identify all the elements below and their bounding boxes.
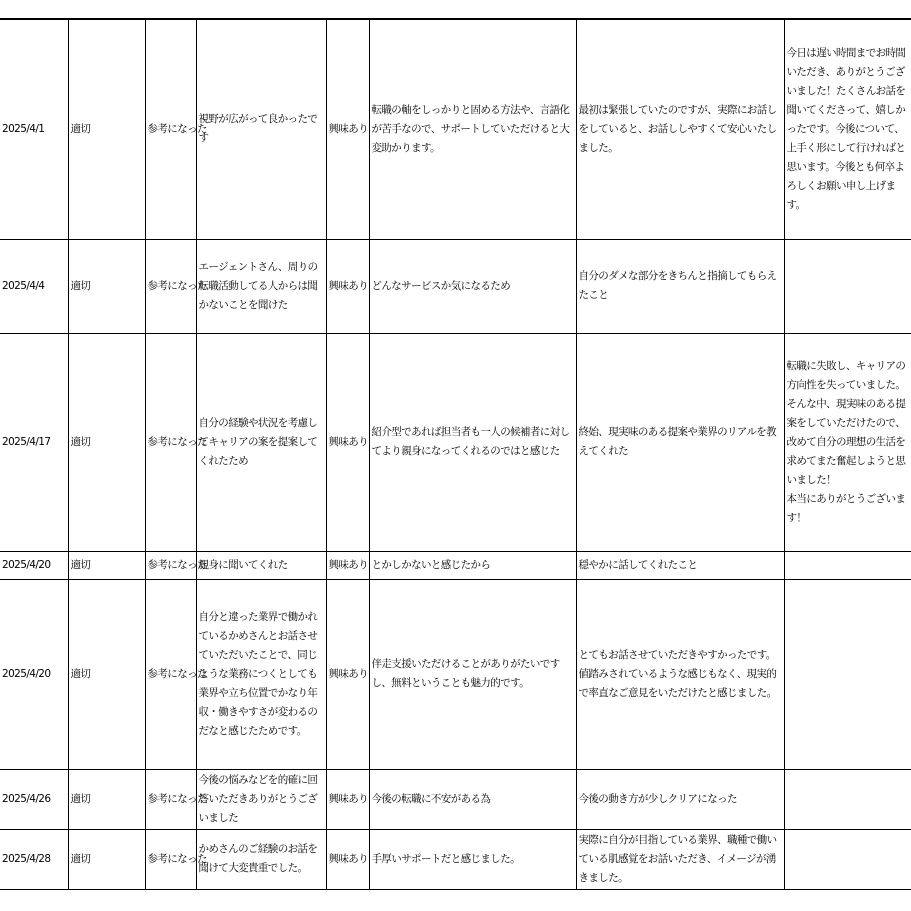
cell-good-point[interactable]: 自分のダメな部分をきちんと指摘してもらえたこと	[576, 239, 784, 333]
cell-interest[interactable]: 興味あり	[326, 333, 369, 551]
cell-date[interactable]: 2025/4/20	[0, 579, 68, 769]
cell-comment[interactable]	[784, 829, 911, 889]
cell-date[interactable]: 2025/4/28	[0, 829, 68, 889]
table-row	[0, 769, 911, 829]
cell-good-point[interactable]: 実際に自分が目指している業界、職種で働いている肌感覚をお話いただき、イメージが湧きました。	[576, 829, 784, 889]
cell-helpful[interactable]: 参考になった	[145, 239, 196, 333]
cell-rating[interactable]: 適切	[68, 19, 145, 239]
cell-impression[interactable]: 自分の経験や状況を考慮してキャリアの案を提案してくれたため	[196, 333, 326, 551]
table-row	[0, 579, 911, 769]
cell-helpful[interactable]: 参考になった	[145, 769, 196, 829]
cell-impression[interactable]: エージェントさん、周りの転職活動してる人からは聞かないことを聞けた	[196, 239, 326, 333]
cell-good-point[interactable]: 穏やかに話してくれたこと	[576, 551, 784, 579]
cell-impression[interactable]: かめさんのご経験のお話を聞けて大変貴重でした。	[196, 829, 326, 889]
cell-date[interactable]: 2025/4/1	[0, 19, 68, 239]
spreadsheet-view	[0, 18, 911, 890]
cell-comment[interactable]: 今日は遅い時間までお時間いただき、ありがとうございました！たくさんお話を聞いてくださって、嬉しかったです。今後について、上手く形にして行ければと思います。今後とも何卒よろしくお願い申し上げます。	[784, 19, 911, 239]
cell-comment[interactable]: 転職に失敗し、キャリアの方向性を失っていました。 そんな中、現実味のある提案をしていただけたので、改めて自分の理想の生活を求めてまた奮起しようと思いました！ 本当にありがとうございます！	[784, 333, 911, 551]
table-row	[0, 19, 911, 239]
cell-good-point[interactable]: とてもお話させていただきやすかったです。 値踏みされているような感じもなく、現実的で率直なご意見をいただけたと感じました。	[576, 579, 784, 769]
cell-interest[interactable]: 興味あり	[326, 579, 369, 769]
cell-interest[interactable]: 興味あり	[326, 239, 369, 333]
cell-rating[interactable]: 適切	[68, 769, 145, 829]
cell-rating[interactable]: 適切	[68, 333, 145, 551]
cell-reason[interactable]: 今後の転職に不安がある為	[369, 769, 576, 829]
cell-comment[interactable]	[784, 239, 911, 333]
cell-helpful[interactable]: 参考になった	[145, 333, 196, 551]
cell-rating[interactable]: 適切	[68, 551, 145, 579]
cell-interest[interactable]: 興味あり	[326, 769, 369, 829]
cell-impression[interactable]: 視野が広がって良かったです	[196, 19, 326, 239]
cell-rating[interactable]: 適切	[68, 579, 145, 769]
table-row	[0, 333, 911, 551]
cell-date[interactable]: 2025/4/4	[0, 239, 68, 333]
cell-date[interactable]: 2025/4/26	[0, 769, 68, 829]
survey-responses-table	[0, 18, 911, 890]
cell-impression[interactable]: 今後の悩みなどを的確に回答いただきありがとうございました	[196, 769, 326, 829]
cell-date[interactable]: 2025/4/20	[0, 551, 68, 579]
cell-good-point[interactable]: 最初は緊張していたのですが、実際にお話しをしていると、お話ししやすくて安心いたしました。	[576, 19, 784, 239]
table-row	[0, 551, 911, 579]
cell-good-point[interactable]: 終始、現実味のある提案や業界のリアルを教えてくれた	[576, 333, 784, 551]
cell-comment[interactable]	[784, 579, 911, 769]
cell-interest[interactable]: 興味あり	[326, 19, 369, 239]
table-row	[0, 239, 911, 333]
cell-rating[interactable]: 適切	[68, 239, 145, 333]
cell-helpful[interactable]: 参考になった	[145, 829, 196, 889]
cell-reason[interactable]: どんなサービスか気になるため	[369, 239, 576, 333]
cell-impression[interactable]: 自分と違った業界で働かれているかめさんとお話させていただいたことで、同じような業務につくとしても業界や立ち位置でかなり年収・働きやすさが変わるのだなと感じたためです。	[196, 579, 326, 769]
cell-helpful[interactable]: 参考になった	[145, 579, 196, 769]
cell-helpful[interactable]: 参考になった	[145, 19, 196, 239]
cell-reason[interactable]: とかしかないと感じたから	[369, 551, 576, 579]
cell-rating[interactable]: 適切	[68, 829, 145, 889]
cell-interest[interactable]: 興味あり	[326, 829, 369, 889]
cell-helpful[interactable]: 参考になった	[145, 551, 196, 579]
cell-reason[interactable]: 手厚いサポートだと感じました。	[369, 829, 576, 889]
cell-interest[interactable]: 興味あり	[326, 551, 369, 579]
cell-date[interactable]: 2025/4/17	[0, 333, 68, 551]
cell-good-point[interactable]: 今後の動き方が少しクリアになった	[576, 769, 784, 829]
cell-comment[interactable]	[784, 769, 911, 829]
cell-comment[interactable]	[784, 551, 911, 579]
cell-impression[interactable]: 親身に聞いてくれた	[196, 551, 326, 579]
cell-reason[interactable]: 伴走支援いただけることがありがたいですし、無料ということも魅力的です。	[369, 579, 576, 769]
table-row	[0, 829, 911, 889]
cell-reason[interactable]: 紹介型であれば担当者も一人の候補者に対してより親身になってくれるのではと感じた	[369, 333, 576, 551]
cell-reason[interactable]: 転職の軸をしっかりと固める方法や、言語化が苦手なので、サポートしていただけると大変助かります。	[369, 19, 576, 239]
